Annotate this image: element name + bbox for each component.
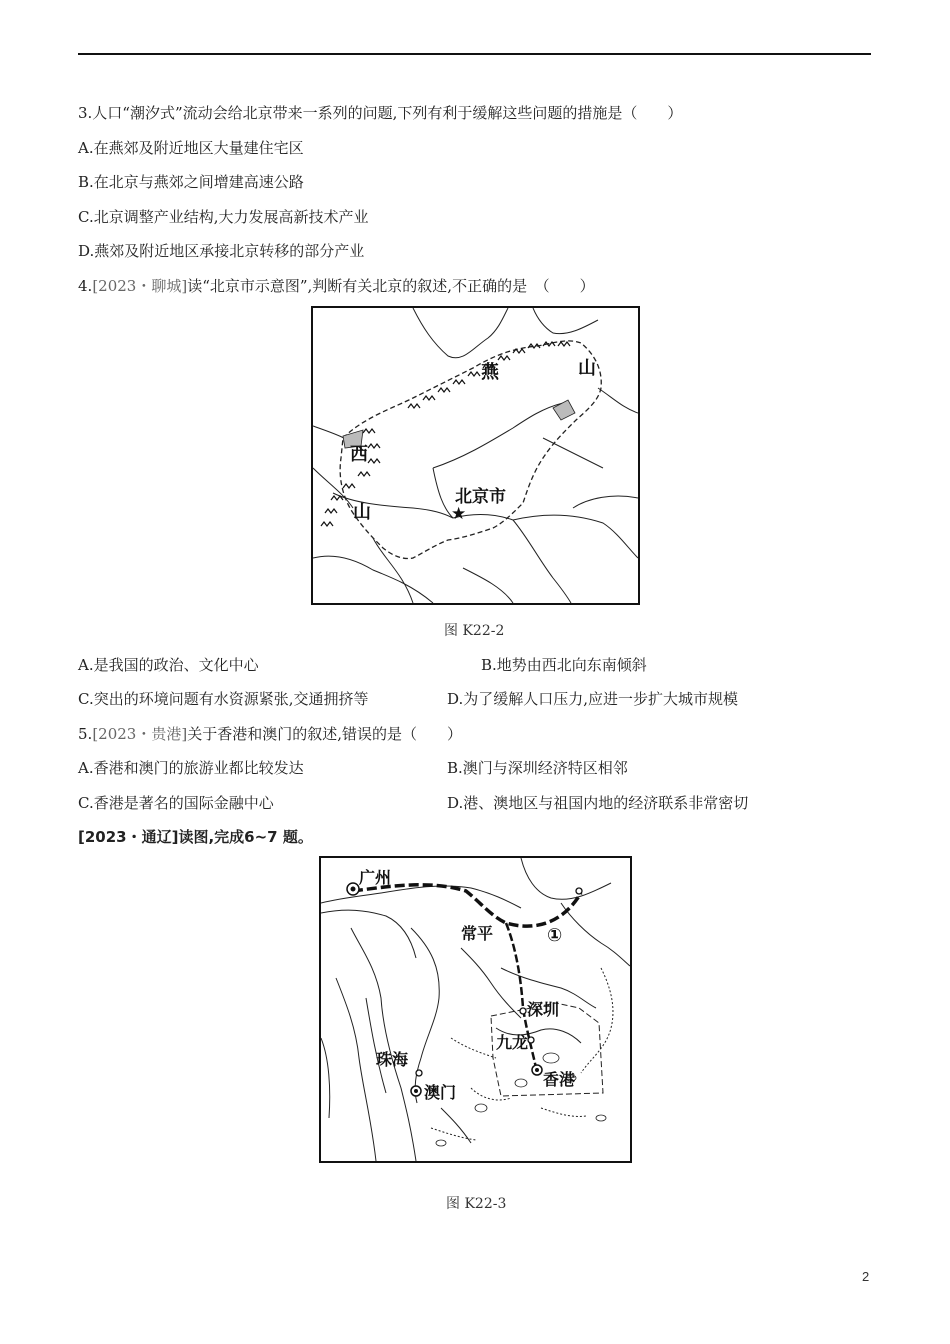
- page-number: 2: [862, 1269, 870, 1284]
- q5-stem-line: [78, 724, 462, 744]
- map-label-beijing: 北京市: [455, 487, 506, 507]
- q5-option-c: C.香港是著名的国际金融中心: [78, 794, 274, 812]
- map-label-shan-2: 山: [353, 502, 371, 523]
- q5-option-b: B.澳门与深圳经济特区相邻: [447, 759, 628, 777]
- q5-number: 5.: [78, 725, 93, 743]
- map-label-xi: 西: [350, 444, 368, 465]
- aomen-marker-icon: [411, 1086, 421, 1096]
- q4-source: [2023・聊城]: [92, 277, 188, 295]
- q3-option-a: A.在燕郊及附近地区大量建住宅区: [78, 139, 304, 157]
- q3-option-c: C.北京调整产业结构,大力发展高新技术产业: [78, 208, 369, 226]
- map-label-xianggang: 香港: [543, 1070, 576, 1089]
- map-label-aomen: 澳门: [424, 1083, 457, 1102]
- zhuhai-marker-icon: [416, 1070, 422, 1076]
- rail-node-icon: [576, 888, 582, 894]
- q5-option-a: A.香港和澳门的旅游业都比较发达: [78, 759, 304, 777]
- map-label-shenzhen: 深圳: [527, 1000, 560, 1019]
- q4-option-d: D.为了缓解人口压力,应进一步扩大城市规模: [447, 690, 739, 708]
- map-label-guangzhou: 广州: [359, 868, 392, 887]
- q4-option-a: A.是我国的政治、文化中心: [78, 656, 259, 674]
- q5-source: [2023・贵港]: [92, 725, 188, 743]
- q3-stem: 3.人口“潮汐式”流动会给北京带来一系列的问题,下列有利于缓解这些问题的措施是（ ）: [78, 104, 683, 122]
- q3-option-d: D.燕郊及附近地区承接北京转移的部分产业: [78, 242, 365, 260]
- shenzhen-marker-icon: [520, 1008, 526, 1014]
- capital-star-icon: ★: [451, 504, 467, 524]
- map-label-marker-1: ①: [547, 925, 563, 946]
- header-rule: [78, 53, 871, 55]
- q4-number: 4.: [78, 277, 93, 295]
- guangzhou-marker-icon: [347, 883, 359, 895]
- q67-stem: 读图,完成6~7 题。: [178, 828, 313, 846]
- beijing-map: [311, 306, 640, 605]
- q4-option-c: C.突出的环境问题有水资源紧张,交通拥挤等: [78, 690, 369, 708]
- map-label-jiulong: 九龙: [496, 1033, 529, 1052]
- q5-stem: 关于香港和澳门的叙述,错误的是（ ）: [187, 725, 462, 743]
- q4-option-b: B.地势由西北向东南倾斜: [481, 656, 647, 674]
- q67-stem-line: [78, 827, 313, 847]
- figure-caption-k22-2: 图 K22-2: [444, 623, 505, 639]
- map-label-yan: 燕: [481, 362, 499, 383]
- prd-map: [319, 856, 632, 1163]
- q67-source: [2023・通辽]: [78, 828, 179, 846]
- q3-option-b: B.在北京与燕郊之间增建高速公路: [78, 173, 304, 191]
- map-label-zhuhai: 珠海: [376, 1050, 409, 1069]
- xianggang-marker-icon: [532, 1065, 542, 1075]
- q4-stem-line: [78, 276, 595, 296]
- figure-caption-k22-3: 图 K22-3: [446, 1196, 507, 1212]
- map-label-changping: 常平: [461, 924, 494, 943]
- jiulong-marker-icon: [528, 1037, 534, 1043]
- q4-stem: 读“北京市示意图”,判断有关北京的叙述,不正确的是 （ ）: [187, 277, 595, 295]
- map-label-shan-1: 山: [578, 358, 596, 379]
- q5-option-d: D.港、澳地区与祖国内地的经济联系非常密切: [447, 794, 749, 812]
